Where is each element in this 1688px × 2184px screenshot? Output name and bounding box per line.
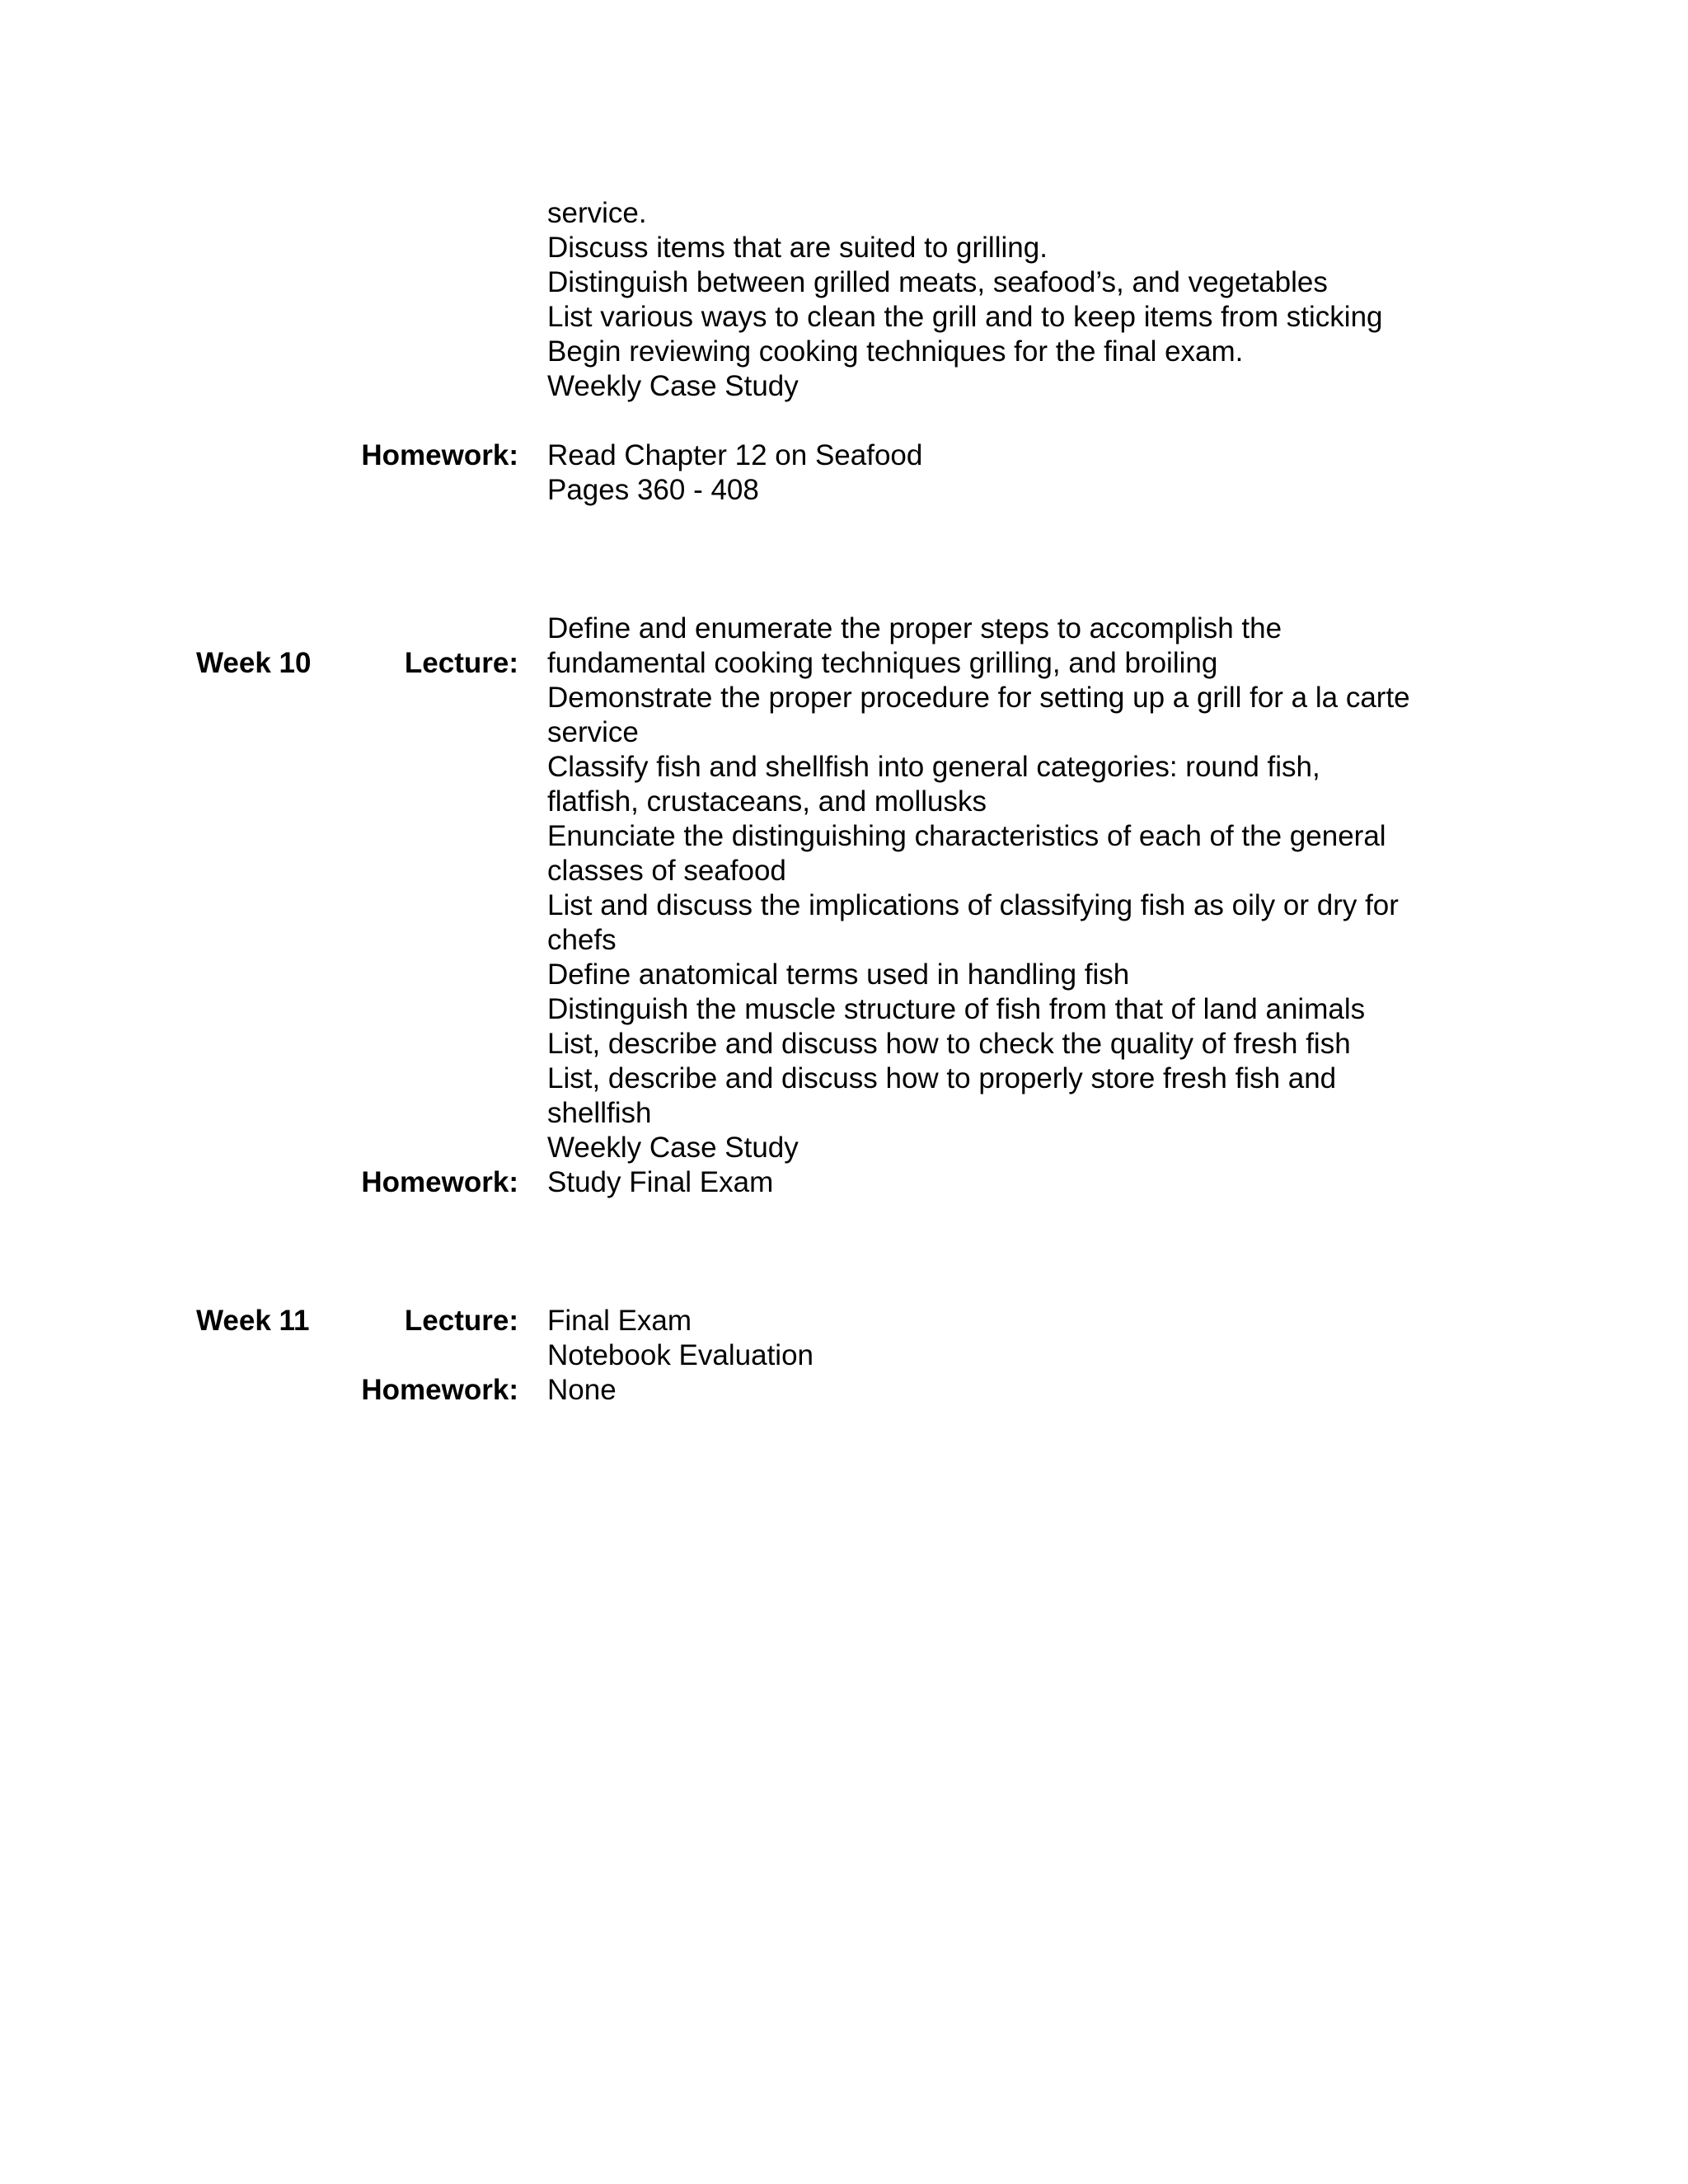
lecture-line: List various ways to clean the grill and to keep items from sticking	[547, 301, 1383, 333]
lecture-line: classes of seafood	[547, 855, 786, 887]
homework-line: Study Final Exam	[547, 1166, 774, 1198]
homework-line: None	[547, 1374, 617, 1406]
lecture-line: chefs	[547, 924, 617, 956]
homework-label: Homework:	[361, 1166, 518, 1198]
lecture-line: Define and enumerate the proper steps to accomplish the	[547, 612, 1282, 644]
homework-line: Pages 360 - 408	[547, 474, 759, 506]
lecture-line: fundamental cooking techniques grilling, and broiling	[547, 647, 1218, 679]
lecture-line: Begin reviewing cooking techniques for the final exam.	[547, 335, 1244, 368]
lecture-line: Classify fish and shellfish into general categories: round fish,	[547, 751, 1320, 783]
homework-label: Homework:	[361, 439, 518, 471]
lecture-label: Lecture:	[404, 1305, 518, 1337]
lecture-line: List, describe and discuss how to properly store fresh fish and	[547, 1062, 1337, 1094]
lecture-line: service.	[547, 197, 647, 229]
lecture-line: Final Exam	[547, 1305, 692, 1337]
lecture-line: service	[547, 716, 639, 748]
homework-line: Read Chapter 12 on Seafood	[547, 439, 923, 471]
lecture-line: Distinguish the muscle structure of fish from that of land animals	[547, 993, 1366, 1025]
homework-label: Homework:	[361, 1374, 518, 1406]
lecture-line: Weekly Case Study	[547, 1132, 799, 1164]
lecture-line: Define anatomical terms used in handling fish	[547, 958, 1130, 991]
lecture-line: Discuss items that are suited to grilling.	[547, 232, 1048, 264]
lecture-line: Distinguish between grilled meats, seafood’s, and vegetables	[547, 266, 1328, 298]
lecture-line: Weekly Case Study	[547, 370, 799, 402]
lecture-line: flatfish, crustaceans, and mollusks	[547, 785, 987, 818]
lecture-line: Notebook Evaluation	[547, 1339, 814, 1371]
week-label: Week 10	[196, 647, 312, 679]
lecture-label: Lecture:	[404, 647, 518, 679]
lecture-line: Enunciate the distinguishing characteristics of each of the general	[547, 820, 1386, 852]
week-label: Week 11	[196, 1305, 310, 1337]
lecture-line: List, describe and discuss how to check the quality of fresh fish	[547, 1028, 1351, 1060]
lecture-line: List and discuss the implications of classifying fish as oily or dry for	[547, 889, 1399, 921]
lecture-line: shellfish	[547, 1097, 652, 1129]
lecture-line: Demonstrate the proper procedure for setting up a grill for a la carte	[547, 682, 1410, 714]
